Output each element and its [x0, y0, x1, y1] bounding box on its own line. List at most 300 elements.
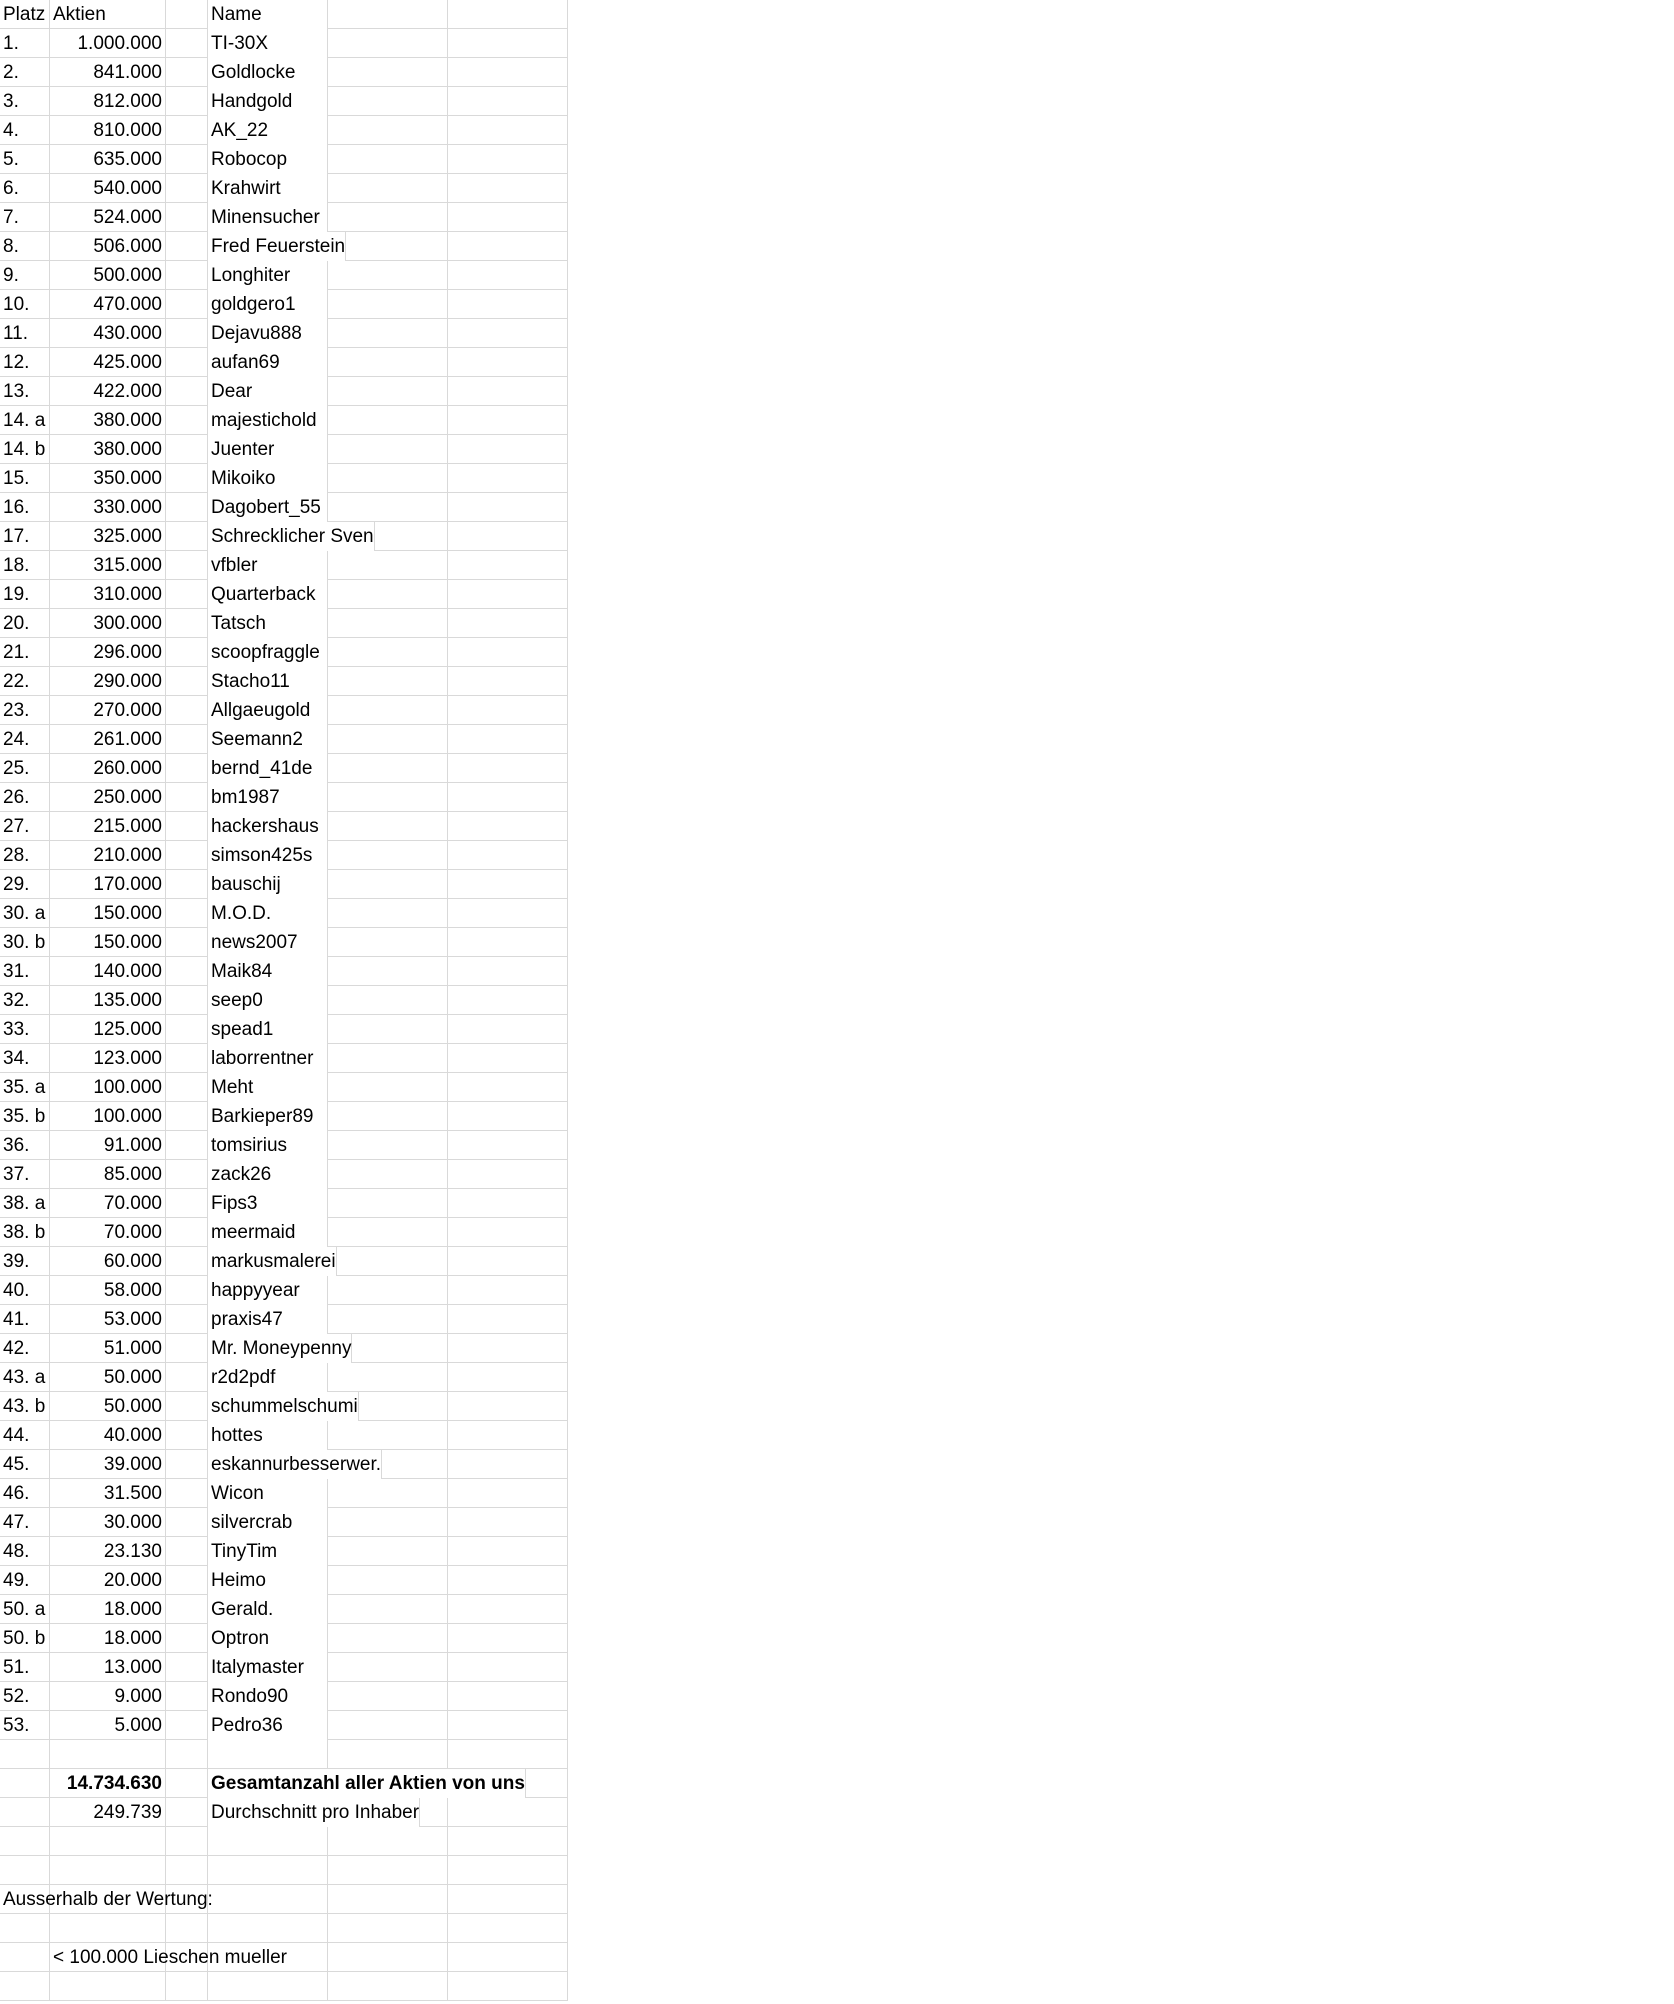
aktien-cell[interactable]: 125.000 — [50, 1015, 166, 1044]
cell[interactable] — [448, 1131, 568, 1160]
cell[interactable] — [328, 116, 448, 145]
cell[interactable] — [448, 232, 568, 261]
aktien-cell[interactable]: 50.000 — [50, 1363, 166, 1392]
cell[interactable] — [166, 812, 208, 841]
aktien-cell[interactable]: 380.000 — [50, 435, 166, 464]
cell[interactable] — [448, 1334, 568, 1363]
aktien-cell[interactable]: 100.000 — [50, 1073, 166, 1102]
platz-cell[interactable]: 28. — [0, 841, 50, 870]
cell[interactable] — [448, 1740, 568, 1769]
name-cell[interactable]: Wicon — [208, 1479, 328, 1508]
cell[interactable] — [448, 667, 568, 696]
cell[interactable] — [328, 290, 448, 319]
cell[interactable] — [166, 1479, 208, 1508]
cell[interactable] — [448, 1189, 568, 1218]
aktien-cell[interactable]: 135.000 — [50, 986, 166, 1015]
cell[interactable] — [166, 1247, 208, 1276]
aktien-cell[interactable]: 58.000 — [50, 1276, 166, 1305]
cell[interactable] — [448, 841, 568, 870]
cell[interactable] — [448, 174, 568, 203]
cell[interactable] — [448, 319, 568, 348]
cell[interactable] — [166, 667, 208, 696]
aktien-cell[interactable]: 50.000 — [50, 1392, 166, 1421]
name-cell[interactable]: schummelschumi — [208, 1392, 359, 1421]
cell[interactable] — [166, 1363, 208, 1392]
platz-cell[interactable]: 43. a — [0, 1363, 50, 1392]
name-cell[interactable]: Longhiter — [208, 261, 328, 290]
aktien-cell[interactable]: 350.000 — [50, 464, 166, 493]
cell[interactable] — [328, 58, 448, 87]
cell[interactable] — [448, 551, 568, 580]
cell[interactable] — [328, 1885, 448, 1914]
platz-cell[interactable]: 35. a — [0, 1073, 50, 1102]
cell[interactable] — [166, 1102, 208, 1131]
name-cell[interactable]: eskannurbesserwer. — [208, 1450, 382, 1479]
aktien-cell[interactable]: 5.000 — [50, 1711, 166, 1740]
aktien-cell[interactable]: 9.000 — [50, 1682, 166, 1711]
cell[interactable] — [0, 1798, 50, 1827]
name-cell[interactable]: majestichold — [208, 406, 328, 435]
aktien-cell[interactable]: 325.000 — [50, 522, 166, 551]
aktien-cell[interactable]: 91.000 — [50, 1131, 166, 1160]
name-cell[interactable]: Maik84 — [208, 957, 328, 986]
cell[interactable] — [50, 1914, 166, 1943]
cell[interactable] — [0, 1827, 50, 1856]
cell[interactable] — [166, 725, 208, 754]
aktien-cell[interactable]: 18.000 — [50, 1624, 166, 1653]
cell[interactable] — [0, 1972, 50, 2001]
name-cell[interactable]: zack26 — [208, 1160, 328, 1189]
cell[interactable] — [448, 1914, 568, 1943]
cell[interactable] — [208, 1972, 328, 2001]
cell[interactable] — [166, 116, 208, 145]
platz-cell[interactable]: 18. — [0, 551, 50, 580]
cell[interactable] — [208, 1740, 328, 1769]
cell[interactable] — [166, 1189, 208, 1218]
aktien-cell[interactable]: 506.000 — [50, 232, 166, 261]
cell[interactable] — [448, 0, 568, 29]
cell[interactable] — [448, 638, 568, 667]
cell[interactable] — [328, 464, 448, 493]
cell[interactable] — [448, 870, 568, 899]
cell[interactable] — [448, 145, 568, 174]
cell[interactable] — [328, 1276, 448, 1305]
total-label[interactable]: Gesamtanzahl aller Aktien von uns — [208, 1769, 526, 1798]
cell[interactable] — [166, 348, 208, 377]
cell[interactable] — [328, 1189, 448, 1218]
cell[interactable] — [448, 1508, 568, 1537]
cell[interactable] — [328, 1856, 448, 1885]
average-value[interactable]: 249.739 — [50, 1798, 166, 1827]
name-cell[interactable]: Rondo90 — [208, 1682, 328, 1711]
cell[interactable] — [328, 1073, 448, 1102]
platz-cell[interactable]: 31. — [0, 957, 50, 986]
platz-cell[interactable]: 15. — [0, 464, 50, 493]
cell[interactable] — [448, 1566, 568, 1595]
name-cell[interactable]: bernd_41de — [208, 754, 328, 783]
cell[interactable] — [166, 1856, 208, 1885]
platz-cell[interactable]: 19. — [0, 580, 50, 609]
platz-cell[interactable]: 38. b — [0, 1218, 50, 1247]
cell[interactable] — [328, 87, 448, 116]
cell[interactable] — [448, 783, 568, 812]
cell[interactable] — [328, 261, 448, 290]
cell[interactable] — [328, 986, 448, 1015]
cell[interactable] — [448, 58, 568, 87]
aktien-cell[interactable]: 810.000 — [50, 116, 166, 145]
cell[interactable] — [328, 203, 448, 232]
cell[interactable] — [328, 725, 448, 754]
name-cell[interactable]: Robocop — [208, 145, 328, 174]
cell[interactable] — [166, 1450, 208, 1479]
cell[interactable] — [208, 1914, 328, 1943]
header-aktien[interactable]: Aktien — [50, 0, 166, 29]
cell[interactable] — [166, 928, 208, 957]
cell[interactable] — [448, 1044, 568, 1073]
name-cell[interactable]: Italymaster — [208, 1653, 328, 1682]
aktien-cell[interactable]: 13.000 — [50, 1653, 166, 1682]
cell[interactable] — [448, 609, 568, 638]
name-cell[interactable]: bauschij — [208, 870, 328, 899]
aktien-cell[interactable]: 150.000 — [50, 928, 166, 957]
cell[interactable] — [328, 1305, 448, 1334]
aktien-cell[interactable]: 18.000 — [50, 1595, 166, 1624]
cell[interactable] — [166, 609, 208, 638]
cell[interactable] — [328, 783, 448, 812]
cell[interactable] — [166, 1566, 208, 1595]
cell[interactable] — [328, 0, 448, 29]
average-label[interactable]: Durchschnitt pro Inhaber — [208, 1798, 420, 1827]
cell[interactable] — [328, 1508, 448, 1537]
cell[interactable] — [448, 1885, 568, 1914]
aktien-cell[interactable]: 300.000 — [50, 609, 166, 638]
cell[interactable] — [166, 1508, 208, 1537]
cell[interactable] — [166, 1972, 208, 2001]
cell[interactable] — [166, 0, 208, 29]
cell[interactable] — [166, 58, 208, 87]
cell[interactable] — [448, 1073, 568, 1102]
platz-cell[interactable]: 6. — [0, 174, 50, 203]
aktien-cell[interactable]: 150.000 — [50, 899, 166, 928]
cell[interactable] — [166, 551, 208, 580]
cell[interactable] — [328, 1624, 448, 1653]
platz-cell[interactable]: 13. — [0, 377, 50, 406]
platz-cell[interactable]: 53. — [0, 1711, 50, 1740]
cell[interactable] — [328, 1711, 448, 1740]
platz-cell[interactable]: 20. — [0, 609, 50, 638]
cell[interactable] — [166, 1334, 208, 1363]
aktien-cell[interactable]: 123.000 — [50, 1044, 166, 1073]
name-cell[interactable]: Heimo — [208, 1566, 328, 1595]
name-cell[interactable]: goldgero1 — [208, 290, 328, 319]
platz-cell[interactable]: 33. — [0, 1015, 50, 1044]
cell[interactable] — [328, 1595, 448, 1624]
name-cell[interactable]: happyyear — [208, 1276, 328, 1305]
cell[interactable] — [166, 377, 208, 406]
name-cell[interactable]: Fred Feuerstein — [208, 232, 346, 261]
aktien-cell[interactable]: 310.000 — [50, 580, 166, 609]
cell[interactable] — [328, 1566, 448, 1595]
name-cell[interactable]: Dejavu888 — [208, 319, 328, 348]
cell[interactable] — [448, 1537, 568, 1566]
cell[interactable] — [166, 899, 208, 928]
cell[interactable] — [166, 1595, 208, 1624]
platz-cell[interactable]: 26. — [0, 783, 50, 812]
platz-cell[interactable]: 22. — [0, 667, 50, 696]
cell[interactable] — [328, 1682, 448, 1711]
platz-cell[interactable]: 17. — [0, 522, 50, 551]
cell[interactable] — [328, 841, 448, 870]
name-cell[interactable]: Barkieper89 — [208, 1102, 328, 1131]
aktien-cell[interactable]: 170.000 — [50, 870, 166, 899]
cell[interactable] — [166, 406, 208, 435]
cell[interactable] — [166, 986, 208, 1015]
cell[interactable] — [448, 493, 568, 522]
cell[interactable] — [328, 174, 448, 203]
name-cell[interactable]: Fips3 — [208, 1189, 328, 1218]
aktien-cell[interactable]: 215.000 — [50, 812, 166, 841]
aktien-cell[interactable]: 635.000 — [50, 145, 166, 174]
name-cell[interactable]: aufan69 — [208, 348, 328, 377]
cell[interactable] — [166, 464, 208, 493]
cell[interactable] — [166, 493, 208, 522]
name-cell[interactable]: Schrecklicher Sven — [208, 522, 375, 551]
cell[interactable] — [166, 1827, 208, 1856]
name-cell[interactable]: Allgaeugold — [208, 696, 328, 725]
platz-cell[interactable]: 45. — [0, 1450, 50, 1479]
name-cell[interactable]: Dear — [208, 377, 328, 406]
platz-cell[interactable]: 12. — [0, 348, 50, 377]
cell[interactable] — [328, 1653, 448, 1682]
cell[interactable] — [448, 377, 568, 406]
cell[interactable] — [328, 29, 448, 58]
name-cell[interactable]: Optron — [208, 1624, 328, 1653]
aktien-cell[interactable]: 40.000 — [50, 1421, 166, 1450]
name-cell[interactable]: hackershaus — [208, 812, 328, 841]
cell[interactable] — [448, 1218, 568, 1247]
cell[interactable] — [448, 1015, 568, 1044]
platz-cell[interactable]: 21. — [0, 638, 50, 667]
cell[interactable] — [328, 493, 448, 522]
cell[interactable] — [166, 87, 208, 116]
cell[interactable] — [166, 1305, 208, 1334]
name-cell[interactable]: M.O.D. — [208, 899, 328, 928]
aktien-cell[interactable]: 1.000.000 — [50, 29, 166, 58]
cell[interactable] — [328, 638, 448, 667]
cell[interactable] — [448, 1653, 568, 1682]
name-cell[interactable]: simson425s — [208, 841, 328, 870]
platz-cell[interactable]: 25. — [0, 754, 50, 783]
cell[interactable] — [448, 261, 568, 290]
cell[interactable] — [50, 1827, 166, 1856]
platz-cell[interactable]: 44. — [0, 1421, 50, 1450]
cell[interactable] — [448, 435, 568, 464]
name-cell[interactable]: Mikoiko — [208, 464, 328, 493]
cell[interactable] — [328, 1102, 448, 1131]
cell[interactable] — [166, 174, 208, 203]
cell[interactable] — [328, 1740, 448, 1769]
cell[interactable] — [448, 1798, 568, 1827]
platz-cell[interactable]: 38. a — [0, 1189, 50, 1218]
aktien-cell[interactable]: 20.000 — [50, 1566, 166, 1595]
cell[interactable] — [448, 754, 568, 783]
platz-cell[interactable]: 39. — [0, 1247, 50, 1276]
platz-cell[interactable]: 30. b — [0, 928, 50, 957]
platz-cell[interactable]: 35. b — [0, 1102, 50, 1131]
cell[interactable] — [448, 1624, 568, 1653]
aktien-cell[interactable]: 60.000 — [50, 1247, 166, 1276]
cell[interactable] — [0, 1914, 50, 1943]
name-cell[interactable]: meermaid — [208, 1218, 328, 1247]
platz-cell[interactable]: 49. — [0, 1566, 50, 1595]
cell[interactable] — [208, 1827, 328, 1856]
cell[interactable] — [0, 1856, 50, 1885]
cell[interactable] — [166, 232, 208, 261]
cell[interactable] — [0, 1740, 50, 1769]
cell[interactable] — [448, 1276, 568, 1305]
cell[interactable] — [328, 609, 448, 638]
platz-cell[interactable]: 37. — [0, 1160, 50, 1189]
cell[interactable] — [0, 1943, 50, 1972]
name-cell[interactable]: Tatsch — [208, 609, 328, 638]
name-cell[interactable]: scoopfraggle — [208, 638, 328, 667]
platz-cell[interactable]: 41. — [0, 1305, 50, 1334]
platz-cell[interactable]: 7. — [0, 203, 50, 232]
cell[interactable] — [166, 29, 208, 58]
cell[interactable] — [448, 1305, 568, 1334]
cell[interactable] — [328, 928, 448, 957]
name-cell[interactable]: Dagobert_55 — [208, 493, 328, 522]
platz-cell[interactable]: 36. — [0, 1131, 50, 1160]
cell[interactable] — [448, 1421, 568, 1450]
cell[interactable] — [448, 464, 568, 493]
cell[interactable] — [166, 783, 208, 812]
cell[interactable] — [166, 696, 208, 725]
platz-cell[interactable]: 42. — [0, 1334, 50, 1363]
cell[interactable] — [448, 899, 568, 928]
platz-cell[interactable]: 2. — [0, 58, 50, 87]
platz-cell[interactable]: 23. — [0, 696, 50, 725]
name-cell[interactable]: praxis47 — [208, 1305, 328, 1334]
cell[interactable] — [328, 1479, 448, 1508]
name-cell[interactable]: Meht — [208, 1073, 328, 1102]
cell[interactable] — [328, 1218, 448, 1247]
platz-cell[interactable]: 50. b — [0, 1624, 50, 1653]
cell[interactable] — [166, 1015, 208, 1044]
name-cell[interactable]: AK_22 — [208, 116, 328, 145]
name-cell[interactable]: Krahwirt — [208, 174, 328, 203]
cell[interactable] — [166, 319, 208, 348]
name-cell[interactable]: TI-30X — [208, 29, 328, 58]
total-value[interactable]: 14.734.630 — [50, 1769, 166, 1798]
platz-cell[interactable]: 24. — [0, 725, 50, 754]
cell[interactable] — [448, 1682, 568, 1711]
platz-cell[interactable]: 34. — [0, 1044, 50, 1073]
aktien-cell[interactable]: 100.000 — [50, 1102, 166, 1131]
cell[interactable] — [328, 435, 448, 464]
cell[interactable] — [448, 1450, 568, 1479]
cell[interactable] — [328, 1160, 448, 1189]
cell[interactable] — [328, 1972, 448, 2001]
cell[interactable] — [448, 1102, 568, 1131]
aktien-cell[interactable]: 296.000 — [50, 638, 166, 667]
name-cell[interactable]: Minensucher — [208, 203, 328, 232]
cell[interactable] — [166, 1624, 208, 1653]
aktien-cell[interactable]: 260.000 — [50, 754, 166, 783]
cell[interactable] — [328, 145, 448, 174]
cell[interactable] — [448, 203, 568, 232]
cell[interactable] — [166, 1218, 208, 1247]
name-cell[interactable]: Handgold — [208, 87, 328, 116]
cell[interactable] — [166, 1073, 208, 1102]
cell[interactable] — [448, 1943, 568, 1972]
cell[interactable] — [448, 87, 568, 116]
cell[interactable] — [166, 290, 208, 319]
platz-cell[interactable]: 52. — [0, 1682, 50, 1711]
cell[interactable] — [448, 1827, 568, 1856]
cell[interactable] — [448, 29, 568, 58]
name-cell[interactable]: hottes — [208, 1421, 328, 1450]
cell[interactable] — [0, 1769, 50, 1798]
cell[interactable] — [328, 1363, 448, 1392]
platz-cell[interactable]: 9. — [0, 261, 50, 290]
aktien-cell[interactable]: 53.000 — [50, 1305, 166, 1334]
cell[interactable] — [166, 203, 208, 232]
cell[interactable] — [448, 1595, 568, 1624]
cell[interactable] — [166, 870, 208, 899]
cell[interactable] — [166, 638, 208, 667]
cell[interactable] — [328, 812, 448, 841]
cell[interactable] — [448, 725, 568, 754]
cell[interactable] — [166, 1914, 208, 1943]
name-cell[interactable]: r2d2pdf — [208, 1363, 328, 1392]
cell[interactable] — [166, 580, 208, 609]
name-cell[interactable]: spead1 — [208, 1015, 328, 1044]
aktien-cell[interactable]: 500.000 — [50, 261, 166, 290]
platz-cell[interactable]: 40. — [0, 1276, 50, 1305]
cell[interactable] — [166, 1682, 208, 1711]
cell[interactable] — [448, 1363, 568, 1392]
cell[interactable] — [448, 522, 568, 551]
cell[interactable] — [328, 1537, 448, 1566]
header-name[interactable]: Name — [208, 0, 328, 29]
name-cell[interactable]: TinyTim — [208, 1537, 328, 1566]
aktien-cell[interactable]: 23.130 — [50, 1537, 166, 1566]
cell[interactable] — [166, 261, 208, 290]
cell[interactable] — [328, 1044, 448, 1073]
cell[interactable] — [166, 1798, 208, 1827]
header-platz[interactable]: Platz — [0, 0, 50, 29]
aktien-cell[interactable]: 261.000 — [50, 725, 166, 754]
platz-cell[interactable]: 14. a — [0, 406, 50, 435]
aktien-cell[interactable]: 51.000 — [50, 1334, 166, 1363]
name-cell[interactable]: Mr. Moneypenny — [208, 1334, 352, 1363]
cell[interactable] — [448, 580, 568, 609]
cell[interactable] — [166, 1131, 208, 1160]
platz-cell[interactable]: 29. — [0, 870, 50, 899]
platz-cell[interactable]: 43. b — [0, 1392, 50, 1421]
cell[interactable] — [328, 348, 448, 377]
cell[interactable] — [166, 1769, 208, 1798]
platz-cell[interactable]: 46. — [0, 1479, 50, 1508]
name-cell[interactable]: vfbler — [208, 551, 328, 580]
aktien-cell[interactable]: 425.000 — [50, 348, 166, 377]
cell[interactable] — [50, 1856, 166, 1885]
cell[interactable] — [166, 957, 208, 986]
name-cell[interactable]: news2007 — [208, 928, 328, 957]
platz-cell[interactable]: 47. — [0, 1508, 50, 1537]
platz-cell[interactable]: 30. a — [0, 899, 50, 928]
